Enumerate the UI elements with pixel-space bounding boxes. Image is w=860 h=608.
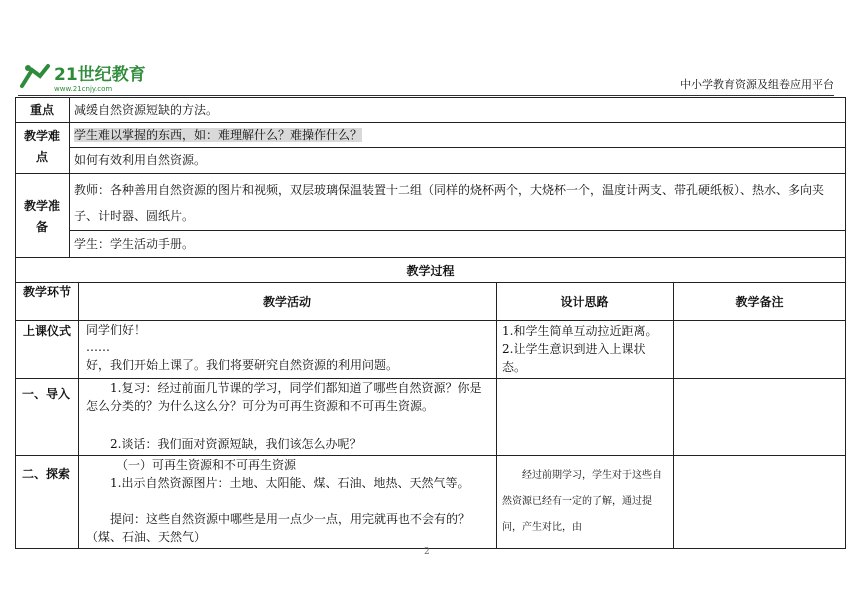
- activity-explore-1: （一）可再生资源和不可再生资源: [116, 458, 297, 472]
- page-header: [0, 0, 860, 100]
- platform-title: 中小学教育资源及组卷应用平台: [680, 78, 834, 91]
- header-rule: [18, 95, 834, 96]
- activity-explore-3: 提问：这些自然资源中哪些是用一点少一点，用完就再也不会有的？（煤、石油、天然气）: [86, 512, 471, 544]
- stage-intro: 一、导入: [22, 387, 71, 401]
- difficulty-label: 教学难点: [24, 129, 61, 164]
- activity-explore-2: 1.出示自然资源图片：土地、太阳能、煤、石油、地热、天然气等。: [110, 476, 470, 490]
- activity-ceremony-1: 同学们好！: [86, 323, 147, 337]
- header-stage: 教学环节: [22, 285, 71, 299]
- design-explore: 经过前期学习，学生对于这些自然资源已经有一定的了解，通过提问，产生对比，由: [502, 470, 662, 533]
- preparation-label: 教学准备: [24, 199, 61, 234]
- header-notes: 教学备注: [735, 295, 784, 309]
- activity-intro-2: 2.谈话：我们面对资源短缺，我们该怎么办呢？: [110, 437, 362, 451]
- stage-ceremony: 上课仪式: [22, 324, 71, 338]
- preparation-student: 学生：学生活动手册。: [74, 237, 195, 251]
- header-design: 设计思路: [560, 295, 609, 309]
- difficulty-text-2: 如何有效利用自然资源。: [74, 153, 207, 167]
- activity-ceremony-2: ……: [86, 340, 110, 354]
- difficulty-text-1: 学生难以掌握的东西，如：难理解什么？难操作什么？: [74, 128, 363, 142]
- svg-text:21世纪教育: 21世纪教育: [54, 65, 146, 85]
- preparation-teacher: 教师：各种善用自然资源的图片和视频，双层玻璃保温装置十二组（同样的烧杯两个，大烧杯一个，温度计两支、带孔硬纸板）、热水、多向夹子、计时器、圆纸片。: [74, 183, 825, 223]
- process-title: 教学过程: [406, 264, 455, 278]
- page-number: 2: [424, 547, 430, 557]
- key-point-text: 减缓自然资源短缺的方法。: [74, 103, 219, 117]
- activity-intro-1: 1.复习：经过前面几节课的学习，同学们都知道了哪些自然资源？你是怎么分类的？为什么这么分？可分为可再生资源和不可再生资源。: [86, 381, 482, 413]
- design-ceremony: 1.和学生简单互动拉近距离。2.让学生意识到进入上课状态。: [502, 324, 658, 374]
- header-activity: 教学活动: [262, 295, 311, 309]
- stage-explore: 二、探索: [22, 467, 71, 481]
- logo: [18, 60, 168, 94]
- activity-ceremony-3: 好，我们开始上课了。我们将要研究自然资源的利用问题。: [86, 358, 399, 372]
- key-point-label: 重点: [29, 103, 54, 117]
- svg-text:www.21cnjy.com: www.21cnjy.com: [54, 85, 113, 93]
